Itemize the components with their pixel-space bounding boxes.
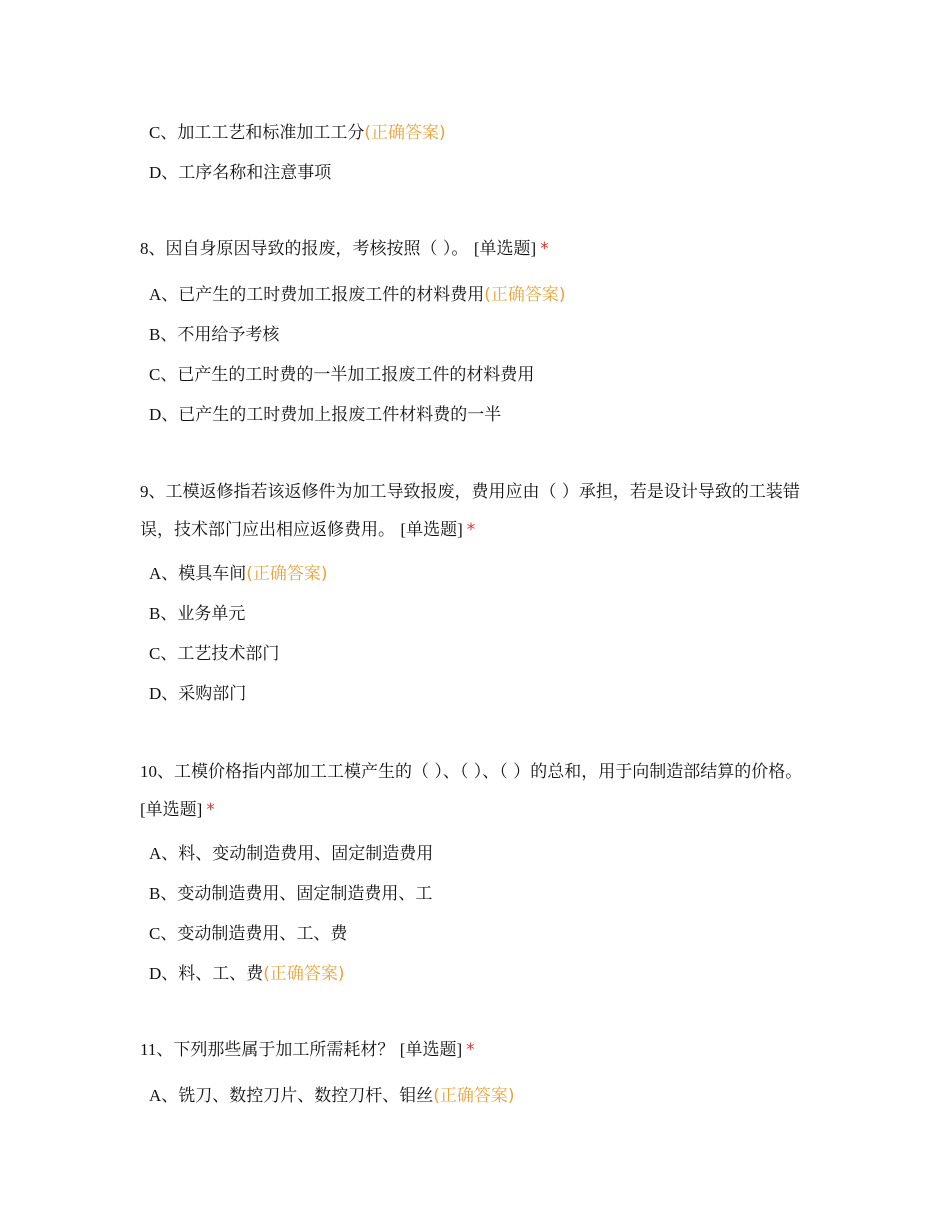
required-mark: *	[466, 520, 476, 540]
option-letter: B、	[149, 325, 178, 344]
question-type-tag: [单选题]	[140, 800, 203, 819]
correct-answer-label: (正确答案)	[263, 964, 345, 984]
option-letter: C、	[149, 365, 178, 384]
option-text: 业务单元	[177, 604, 246, 624]
option-c-q7[interactable]	[149, 123, 446, 143]
option-letter: D、	[149, 405, 179, 424]
question-8-title	[140, 230, 820, 268]
option-c-q10[interactable]	[149, 924, 347, 944]
option-text: 已产生的工时费加工报废工件的材料费用	[178, 285, 485, 305]
question-number: 10、	[140, 762, 174, 781]
question-type-tag: [单选题]	[400, 520, 463, 539]
correct-answer-label: (正确答案)	[433, 1086, 515, 1106]
question-number: 8、	[140, 239, 166, 258]
option-letter: B、	[149, 884, 178, 903]
question-text: 下列那些属于加工所需耗材？	[173, 1040, 395, 1060]
option-text: 铣刀、数控刀片、数控刀杆、钼丝	[178, 1086, 434, 1106]
option-text: 模具车间	[178, 564, 247, 584]
question-11-title	[140, 1031, 820, 1069]
option-text: 变动制造费用、固定制造费用、工	[177, 884, 433, 904]
correct-answer-label: (正确答案)	[246, 564, 328, 584]
option-letter: A、	[149, 564, 179, 583]
question-text: 因自身原因导致的报废，考核按照（ ）。	[165, 239, 469, 259]
question-9-title	[140, 473, 820, 549]
option-d-q8[interactable]	[149, 405, 501, 425]
option-text: 已产生的工时费的一半加工报废工件的材料费用	[177, 365, 535, 385]
option-text: 料、变动制造费用、固定制造费用	[178, 844, 434, 864]
option-text: 工艺技术部门	[177, 644, 280, 664]
required-mark: *	[466, 1040, 475, 1060]
option-letter: C、	[149, 123, 178, 142]
option-a-q9[interactable]	[149, 564, 328, 584]
required-mark: *	[540, 239, 549, 259]
option-letter: A、	[149, 285, 179, 304]
required-mark: *	[206, 800, 215, 820]
option-letter: D、	[149, 684, 179, 703]
option-text: 不用给予考核	[177, 325, 280, 345]
option-letter: A、	[149, 844, 179, 863]
option-letter: D、	[149, 964, 179, 983]
correct-answer-label: (正确答案)	[364, 123, 446, 143]
option-text: 变动制造费用、工、费	[177, 924, 348, 944]
option-b-q9[interactable]	[149, 604, 245, 624]
option-c-q8[interactable]	[149, 365, 534, 385]
option-a-q11[interactable]	[149, 1086, 515, 1106]
question-number: 9、	[140, 482, 166, 501]
option-d-q9[interactable]	[149, 684, 246, 704]
question-text: 工模价格指内部加工工模产生的（ ）、（ ）、（ ）的总和，用于向制造部结算的价格。	[174, 762, 803, 782]
option-text: 加工工艺和标准加工工分	[177, 123, 365, 143]
correct-answer-label: (正确答案)	[484, 285, 566, 305]
question-type-tag: [单选题]	[399, 1040, 463, 1059]
question-text: 工模返修指若该返修件为加工导致报废，费用应由（ ）承担，若是设计导致的工装错误，技术部门应出相应返修费用。	[140, 482, 800, 540]
option-b-q10[interactable]	[149, 884, 432, 904]
option-letter: C、	[149, 924, 178, 943]
question-number: 11、	[140, 1040, 174, 1059]
option-letter: D、	[149, 163, 179, 182]
question-10-title	[140, 753, 820, 829]
option-letter: C、	[149, 644, 178, 663]
option-text: 工序名称和注意事项	[178, 163, 332, 183]
option-letter: B、	[149, 604, 178, 623]
question-type-tag: [单选题]	[473, 239, 537, 258]
option-c-q9[interactable]	[149, 644, 279, 664]
option-a-q10[interactable]	[149, 844, 433, 864]
option-text: 已产生的工时费加上报废工件材料费的一半	[178, 405, 502, 425]
option-d-q7[interactable]	[149, 163, 331, 183]
option-text: 料、工、费	[178, 964, 264, 984]
option-d-q10[interactable]	[149, 964, 345, 984]
option-b-q8[interactable]	[149, 325, 279, 345]
option-a-q8[interactable]	[149, 285, 566, 305]
option-letter: A、	[149, 1086, 179, 1105]
option-text: 采购部门	[178, 684, 247, 704]
